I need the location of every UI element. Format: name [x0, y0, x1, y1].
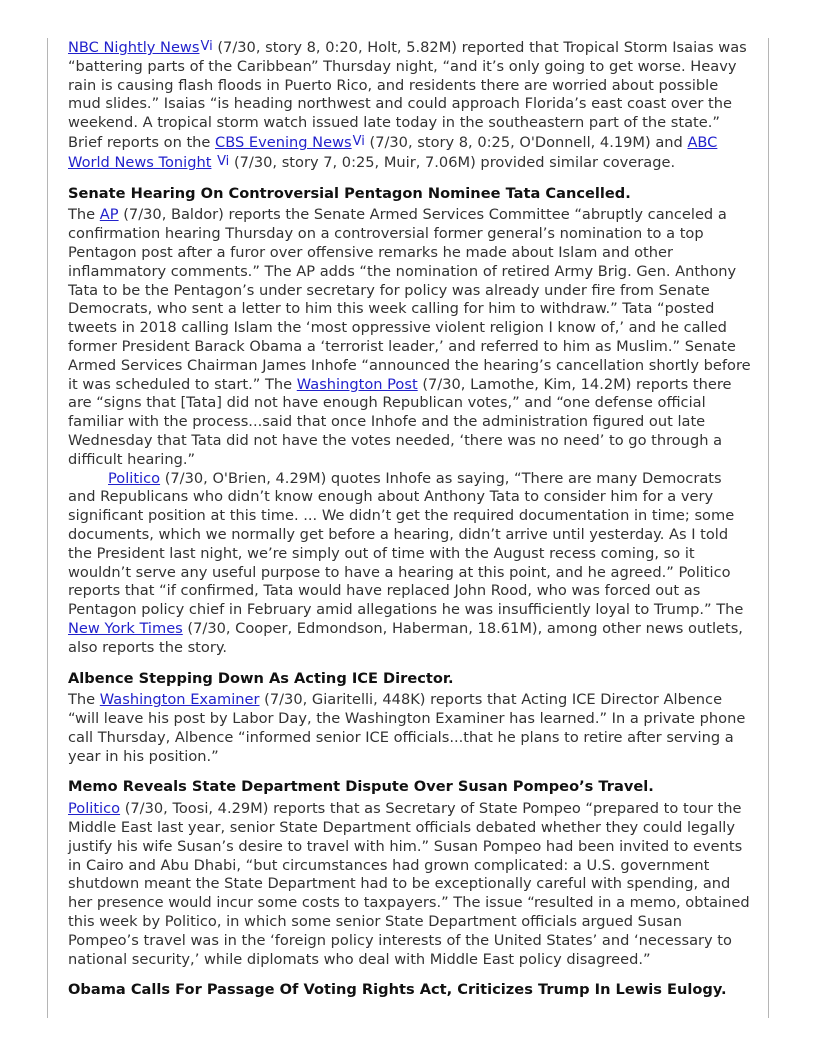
- story-albence-paragraph: [68, 691, 752, 766]
- abc-world-news-tonight-link[interactable]: ABC World News Tonight: [68, 133, 718, 171]
- nbc-nightly-news-link[interactable]: NBC Nightly News: [68, 39, 200, 56]
- story-albence-heading: Albence Stepping Down As Acting ICE Director.: [68, 669, 454, 687]
- video-icon[interactable]: Vi: [217, 153, 230, 169]
- story-tata-heading: Senate Hearing On Controversial Pentagon Nominee Tata Cancelled.: [68, 184, 631, 202]
- washington-post-link[interactable]: Washington Post: [296, 375, 418, 393]
- story-isaias-text-1: (7/30, story 8, 0:20, Holt, 5.82M) reported that Tropical Storm Isaias was “battering parts of the Caribbean” Thursday night, “and it’s only going to get worse. Heavy rain is causing flash floods in Puerto Rico, and residents there are worried about possible mud slides.” Isaias “is heading northwest and could approach Florida’s east coast over the weekend. A tropical storm watch issued late today in the southeastern part of the state.” Brief reports on the: [68, 39, 747, 151]
- ap-link[interactable]: AP: [99, 206, 119, 224]
- story-isaias-text-3: (7/30, story 7, 0:25, Muir, 7.06M) provided similar coverage.: [229, 153, 676, 171]
- right-margin-rule: [768, 38, 769, 1018]
- story-pompeo-text-1: (7/30, Toosi, 4.29M) reports that as Secretary of State Pompeo “prepared to tour the Middle East last year, senior State Department officials debated whether they could legally justify his wife Susan’s desire to travel with him.” Susan Pompeo had been invited to events in Cairo and Abu Dhabi, “but circumstances had grown complicated: a U.S. government shutdown meant the State Department had to be exceptionally careful with spending, and her presence would incur some costs to taxpayers.” The issue “resulted in a memo, obtained this week by Politico, in which some senior State Department officials argued Susan Pompeo’s travel was in the ‘foreign policy interests of the United States’ and ‘necessary to national security,’ while diplomats who deal with Middle East policy disagreed.”: [68, 800, 750, 968]
- left-margin-rule: [47, 38, 48, 1018]
- story-pompeo-heading: Memo Reveals State Department Dispute Over Susan Pompeo’s Travel.: [68, 778, 654, 796]
- story-tata-text-0: The: [68, 206, 100, 224]
- video-icon[interactable]: Vi: [200, 39, 213, 54]
- video-icon[interactable]: Vi: [352, 133, 365, 149]
- story-albence-text-0: The: [68, 691, 100, 709]
- washington-examiner-link[interactable]: Washington Examiner: [99, 691, 260, 709]
- politico-link[interactable]: Politico: [68, 800, 121, 818]
- story-tata-text-1: (7/30, Baldor) reports the Senate Armed Services Committee “abruptly canceled a confirmation hearing Thursday on a controversial former general’s nomination to a top Pentagon post after a furor over offensive remarks he made about Islam and other inflammatory comments.” The AP adds “the nomination of retired Army Brig. Gen. Anthony Tata to be the Pentagon’s under secretary for policy was already under fire from Senate Democrats, who sent a letter to him this week calling for him to withdraw.” Tata “posted tweets in 2018 calling Islam the ‘most oppressive violent religion I know of,’ and he called former President Barack Obama a ‘terrorist leader,’ and referred to him as Muslim.” Senate Armed Services Chairman James Inhofe “announced the hearing’s cancellation shortly before it was scheduled to start.” The: [68, 206, 751, 393]
- story-albence-text-1: (7/30, Giaritelli, 448K) reports that Acting ICE Director Albence “will leave his post by Labor Day, the Washington Examiner has learned.” In a private phone call Thursday, Albence “informed senior ICE officials...that he plans to retire after serving a year in his position.”: [68, 691, 746, 765]
- cbs-evening-news-link[interactable]: CBS Evening News: [215, 133, 352, 151]
- politico-link[interactable]: Politico: [108, 469, 161, 487]
- story-obama-heading: Obama Calls For Passage Of Voting Rights Act, Criticizes Trump In Lewis Eulogy.: [68, 981, 727, 999]
- story-isaias-text-2: (7/30, story 8, 0:25, O'Donnell, 4.19M) and: [364, 133, 688, 151]
- story-tata-paragraph-1: [68, 206, 752, 469]
- new-york-times-link[interactable]: New York Times: [68, 619, 183, 637]
- story-tata-text-2: (7/30, Lamothe, Kim, 14.2M) reports there are “signs that [Tata] did not have enough Republican votes,” and “one defense official familiar with the process...said that once Inhofe and the administration figured out late Wednesday that Tata did not have the votes needed, ‘there was no need’ to go through a difficult hearing.”: [68, 375, 732, 468]
- story-tata-text-4: (7/30, Cooper, Edmondson, Haberman, 18.61M), among other news outlets, also reports the story.: [68, 619, 743, 656]
- story-isaias-paragraph: [68, 38, 752, 173]
- story-tata-paragraph-2: [68, 470, 752, 658]
- story-pompeo-paragraph: [68, 800, 752, 969]
- news-briefing-page: [68, 38, 752, 1003]
- story-tata-text-3: (7/30, O'Brien, 4.29M) quotes Inhofe as saying, “There are many Democrats and Republicans who didn’t know enough about Anthony Tata to consider him for a very significant position at this time. ... We didn’t get the required documentation in time; some documents, which we normally get before a hearing, didn’t arrive until yesterday. As I told the President last night, we’re simply out of time with the August recess coming, so it wouldn’t serve any useful purpose to have a hearing at this point, and he agreed.” Politico reports that “if confirmed, Tata would have replaced John Rood, who was forced out as Pentagon policy chief in February amid allegations he was insufficiently loyal to Trump.” The: [68, 469, 744, 619]
